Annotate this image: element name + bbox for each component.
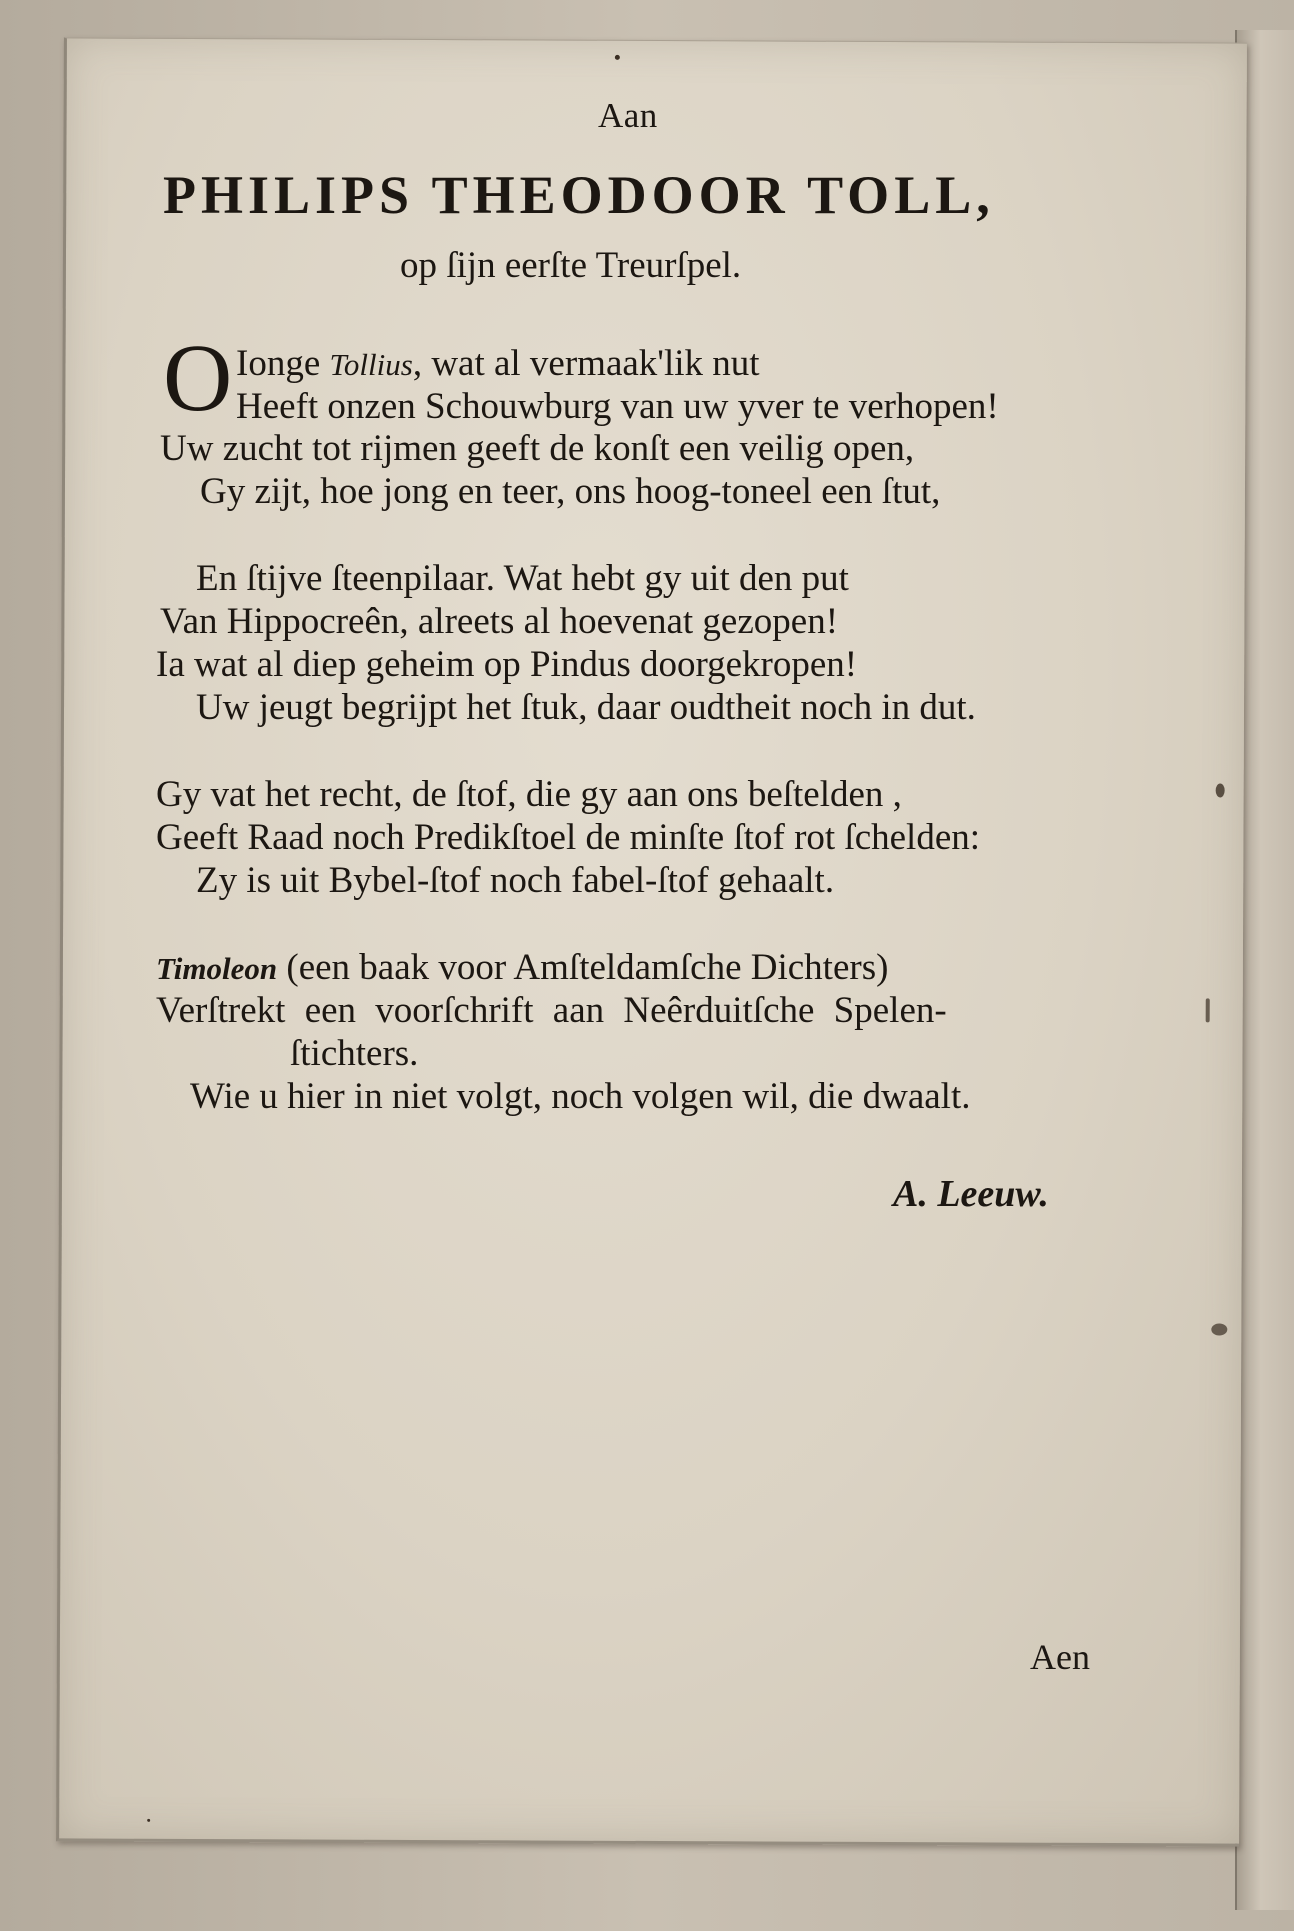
book-page <box>56 37 1247 1846</box>
poem-line: Uw jeugt begrijpt het ſtuk, daar oudtheit noch in dut. <box>196 687 976 728</box>
paper-speck <box>147 1819 150 1822</box>
poem-name: Timoleon <box>156 951 278 986</box>
poem-name: Tollius <box>329 347 413 382</box>
poem-line: Zy is uit Bybel-ſtof noch fabel-ſtof gehaalt. <box>196 860 835 901</box>
heading-name: PHILIPS THEODOOR TOLL, <box>163 165 995 225</box>
paper-speck <box>615 55 620 60</box>
poem-line: Geeft Raad noch Predikſtoel de minſte ſtof rot ſchelden: <box>156 817 981 858</box>
poem-text: Ionge <box>236 343 330 384</box>
poem-line: Heeft onzen Schouwburg van uw yver te verhopen! <box>236 386 999 427</box>
poem-line: Van Hippocreên, alreets al hoevenat gezopen! <box>160 601 839 642</box>
poem-line: Verſtrekt een voorſchrift aan Neêrduitſche Spelen- <box>156 990 947 1031</box>
paper-speck <box>1206 998 1210 1022</box>
poem-line <box>236 343 760 386</box>
poem-line: En ſtijve ſteenpilaar. Wat hebt gy uit den put <box>196 558 849 599</box>
poem-line: ſtichters. <box>290 1033 419 1074</box>
poem-line: Ia wat al diep geheim op Pindus doorgekropen! <box>156 644 858 685</box>
poem-line <box>156 947 888 990</box>
poem-line: Uw zucht tot rijmen geeft de konſt een veilig open, <box>160 428 915 469</box>
drop-cap: O <box>163 324 233 431</box>
heading-to: Aan <box>598 96 658 135</box>
catchword: Aen <box>1030 1637 1090 1677</box>
signature: A. Leeuw. <box>893 1173 1049 1215</box>
poem-text: , wat al vermaak'lik nut <box>412 343 760 384</box>
heading-subtitle: op ſijn eerſte Treurſpel. <box>400 245 742 286</box>
poem-line: Gy vat het recht, de ſtof, die gy aan ons beſtelden , <box>156 774 902 815</box>
paper-speck <box>1216 783 1225 797</box>
poem-text: (een baak voor Amſteldamſche Dichters) <box>277 947 889 988</box>
poem-line: Wie u hier in niet volgt, noch volgen wil, die dwaalt. <box>190 1076 971 1117</box>
paper-speck <box>1211 1323 1227 1335</box>
poem-line: Gy zijt, hoe jong en teer, ons hoog-toneel een ſtut, <box>200 471 941 512</box>
